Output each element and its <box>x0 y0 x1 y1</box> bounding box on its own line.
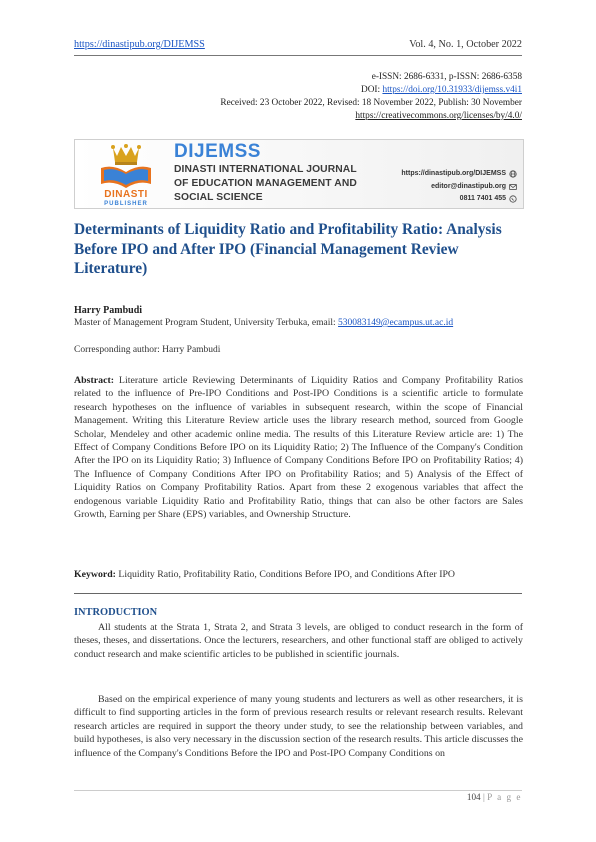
svg-text:PUBLISHER: PUBLISHER <box>104 201 148 206</box>
license-link[interactable]: https://creativecommons.org/licenses/by/4.0/ <box>355 111 522 121</box>
journal-name-line-1: DINASTI INTERNATIONAL JOURNAL <box>174 164 357 175</box>
journal-name-line-3: SOCIAL SCIENCE <box>174 192 263 204</box>
journal-banner <box>74 139 524 209</box>
article-title: Determinants of Liquidity Ratio and Profitability Ratio: Analysis Before IPO and After IPO (Financial Management Review Literature) <box>74 221 502 277</box>
globe-icon <box>509 170 517 178</box>
contact-email: editor@dinastipub.org <box>431 182 506 190</box>
journal-contact <box>401 168 517 206</box>
keyword-divider <box>74 593 522 594</box>
doi-label: DOI: <box>361 85 383 95</box>
abstract-label: Abstract: <box>74 375 115 386</box>
page-word: P a g e <box>487 792 522 802</box>
keyword-label: Keyword: <box>74 569 116 580</box>
affiliation-text: Master of Management Program Student, University Terbuka, email: <box>74 318 339 328</box>
footer-divider <box>74 790 522 791</box>
keyword-text: Liquidity Ratio, Profitability Ratio, Conditions Before IPO, and Conditions After IPO <box>118 569 455 580</box>
page-number: 104 <box>466 792 481 802</box>
issn-line: e-ISSN: 2686-6331, p-ISSN: 2686-6358 <box>371 72 522 82</box>
author-affiliation <box>74 318 453 328</box>
doi-link[interactable]: https://doi.org/10.31933/dijemss.v4i1 <box>382 85 522 95</box>
intro-paragraph-2: Based on the empirical experience of many young students and lecturers as well as other researchers, it is difficult to find supporting articles in the form of previous research results or relevant research results. Relevant research articles are required in support the theory under study, to see the relationship between variables, and build hypotheses, is also very necessary in the discussion section of the research results. This article discusses the influence of the Company's Conditions Before the IPO and Post-IPO Company Conditions on <box>74 694 523 759</box>
svg-text:DINASTI: DINASTI <box>104 189 148 200</box>
page-footer <box>467 792 522 802</box>
abstract <box>74 374 523 521</box>
author-email-link[interactable]: 530083149@ecampus.ut.ac.id <box>338 318 454 328</box>
dinasti-publisher-logo <box>93 142 159 206</box>
header-divider <box>74 55 522 56</box>
section-heading-introduction: INTRODUCTION <box>74 607 158 618</box>
volume-info: Vol. 4, No. 1, October 2022 <box>409 39 522 50</box>
whatsapp-icon <box>509 195 517 203</box>
abstract-text: Literature article Reviewing Determinants of Liquidity Ratios and Company Profitability Ratios related to the influence of Pre-IPO Conditions and Post-IPO Conditions is a scientific article to formulate research hypotheses on the influence of variables in subsequent research, within the scope of Financial Management. Writing this Literature Review article uses the library research method, sourced from Google Scholar, Mendeley and other academic online media. The results of this Literature Review article are: 1) The Effect of Company Conditions Before IPO on its Liquidity Ratio; 2) The Influence of the Company's Condition After the IPO on its Liquidity Ratio; 3) Influence of Company Conditions Before IPO on Profitability Ratios; 4) The Influence of Company Conditions After IPO on Profitability Ratios; and 5) Analysis of the Effect of Liquidity Ratios on Company Profitability Ratios. Apart from these 2 exogenous variables that affect the endogenous variable Liquidity Ratio and Profitability Ratio, things that can also be other factors are Sales Growth, Earning per Share (EPS) variables, and Ownership Structure. <box>74 375 524 521</box>
intro-paragraph-1: All students at the Strata 1, Strata 2, and Strata 3 levels, are obliged to conduct research in the form of theses, theses, and dissertations. Once the lecturers, researchers, and other functional staff are obliged to actively conduct research and make scientific articles to be published in scientific journals. <box>74 622 523 660</box>
doi-line <box>361 84 522 97</box>
journal-url-link[interactable]: https://dinastipub.org/DIJEMSS <box>74 39 205 50</box>
corresponding-author: Corresponding author: Harry Pambudi <box>74 345 221 355</box>
contact-phone: 0811 7401 455 <box>459 195 506 202</box>
journal-abbreviation: DIJEMSS <box>174 141 261 162</box>
dates-line: Received: 23 October 2022, Revised: 18 November 2022, Publish: 30 November <box>220 98 522 108</box>
journal-brand <box>174 141 357 206</box>
author-name: Harry Pambudi <box>74 305 143 316</box>
keywords <box>74 568 523 581</box>
journal-name-line-2: OF EDUCATION MANAGEMENT AND <box>174 178 357 190</box>
page-separator: | <box>482 792 485 802</box>
contact-web: https://dinastipub.org/DIJEMSS <box>401 170 506 177</box>
crown-book-icon <box>93 142 159 206</box>
envelope-icon <box>509 183 517 191</box>
